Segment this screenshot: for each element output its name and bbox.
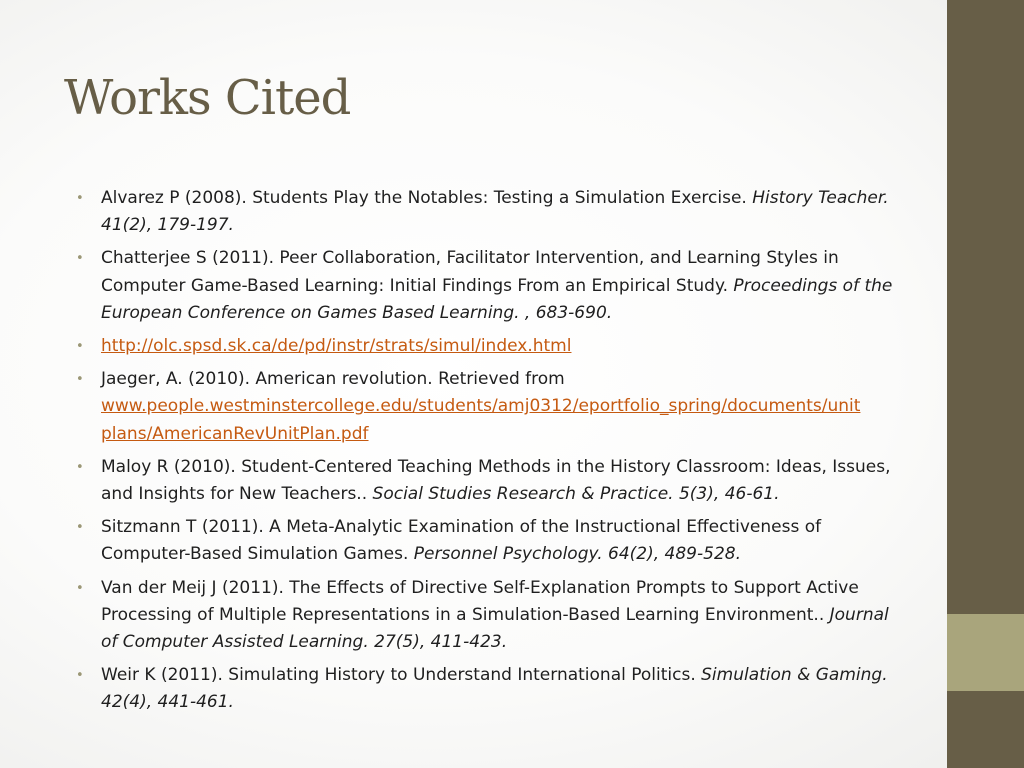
reference-text: Weir K (2011). Simulating History to Understand International Politics. [101, 665, 702, 686]
bullet-icon: • [76, 668, 84, 684]
reference-item [76, 514, 902, 568]
bullet-icon: • [76, 459, 84, 475]
reference-item [76, 575, 902, 657]
reference-link[interactable]: www.people.westminstercollege.edu/students/amj0312/eportfolio_spring/documents/unit plans/AmericanRevUnitPlan.pdf [101, 396, 861, 444]
reference-item [76, 454, 902, 508]
reference-text: Sitzmann T (2011). A Meta-Analytic Examination of the Instructional Effectiveness of Computer-Based Simulation Games. [101, 517, 822, 565]
slide-title: Works Cited [64, 70, 351, 126]
reference-link[interactable]: http://olc.spsd.sk.ca/de/pd/instr/strats/simul/index.html [101, 336, 572, 357]
reference-source: Personnel Psychology. 64(2), 489-528. [413, 544, 741, 565]
reference-text: Chatterjee S (2011). Peer Collaboration, Facilitator Intervention, and Learning Styles in Computer Game-Based Learning: Initial Findings From an Empirical Study. [101, 248, 839, 296]
bullet-icon: • [76, 191, 84, 206]
reference-source: Social Studies Research & Practice. 5(3), 46-61. [372, 484, 780, 505]
reference-item [76, 333, 902, 360]
reference-item [76, 185, 902, 239]
reference-item [76, 366, 902, 448]
reference-source: Journal of Computer Assisted Learning. 27(5), 411-423. [101, 604, 889, 653]
bullet-icon: • [76, 580, 84, 596]
reference-source: Simulation & Gaming. 42(4), 441-461. [101, 665, 888, 713]
reference-item [76, 245, 902, 327]
sidebar-accent-block [947, 614, 1024, 691]
bullet-icon: • [76, 339, 84, 355]
reference-text: Alvarez P (2008). Students Play the Notables: Testing a Simulation Exercise. [101, 188, 753, 208]
reference-text: Maloy R (2010). Student-Centered Teaching Methods in the History Classroom: Ideas, Issues, and Insights for New Teachers.. [101, 456, 891, 505]
reference-source: History Teacher. 41(2), 179-197. [101, 188, 889, 236]
reference-text: Van der Meij J (2011). The Effects of Directive Self-Explanation Prompts to Support Active Processing of Multiple Representations in a Simulation-Based Learning Environment.. [101, 577, 859, 625]
reference-text: Jaeger, A. (2010). American revolution. Retrieved from [101, 369, 565, 390]
bullet-icon: • [76, 251, 84, 267]
bullet-icon: • [76, 372, 84, 388]
bullet-icon: • [76, 520, 84, 536]
references-list [76, 185, 902, 723]
reference-item [76, 662, 902, 716]
reference-source: Proceedings of the European Conference on Games Based Learning. , 683-690. [101, 275, 893, 323]
